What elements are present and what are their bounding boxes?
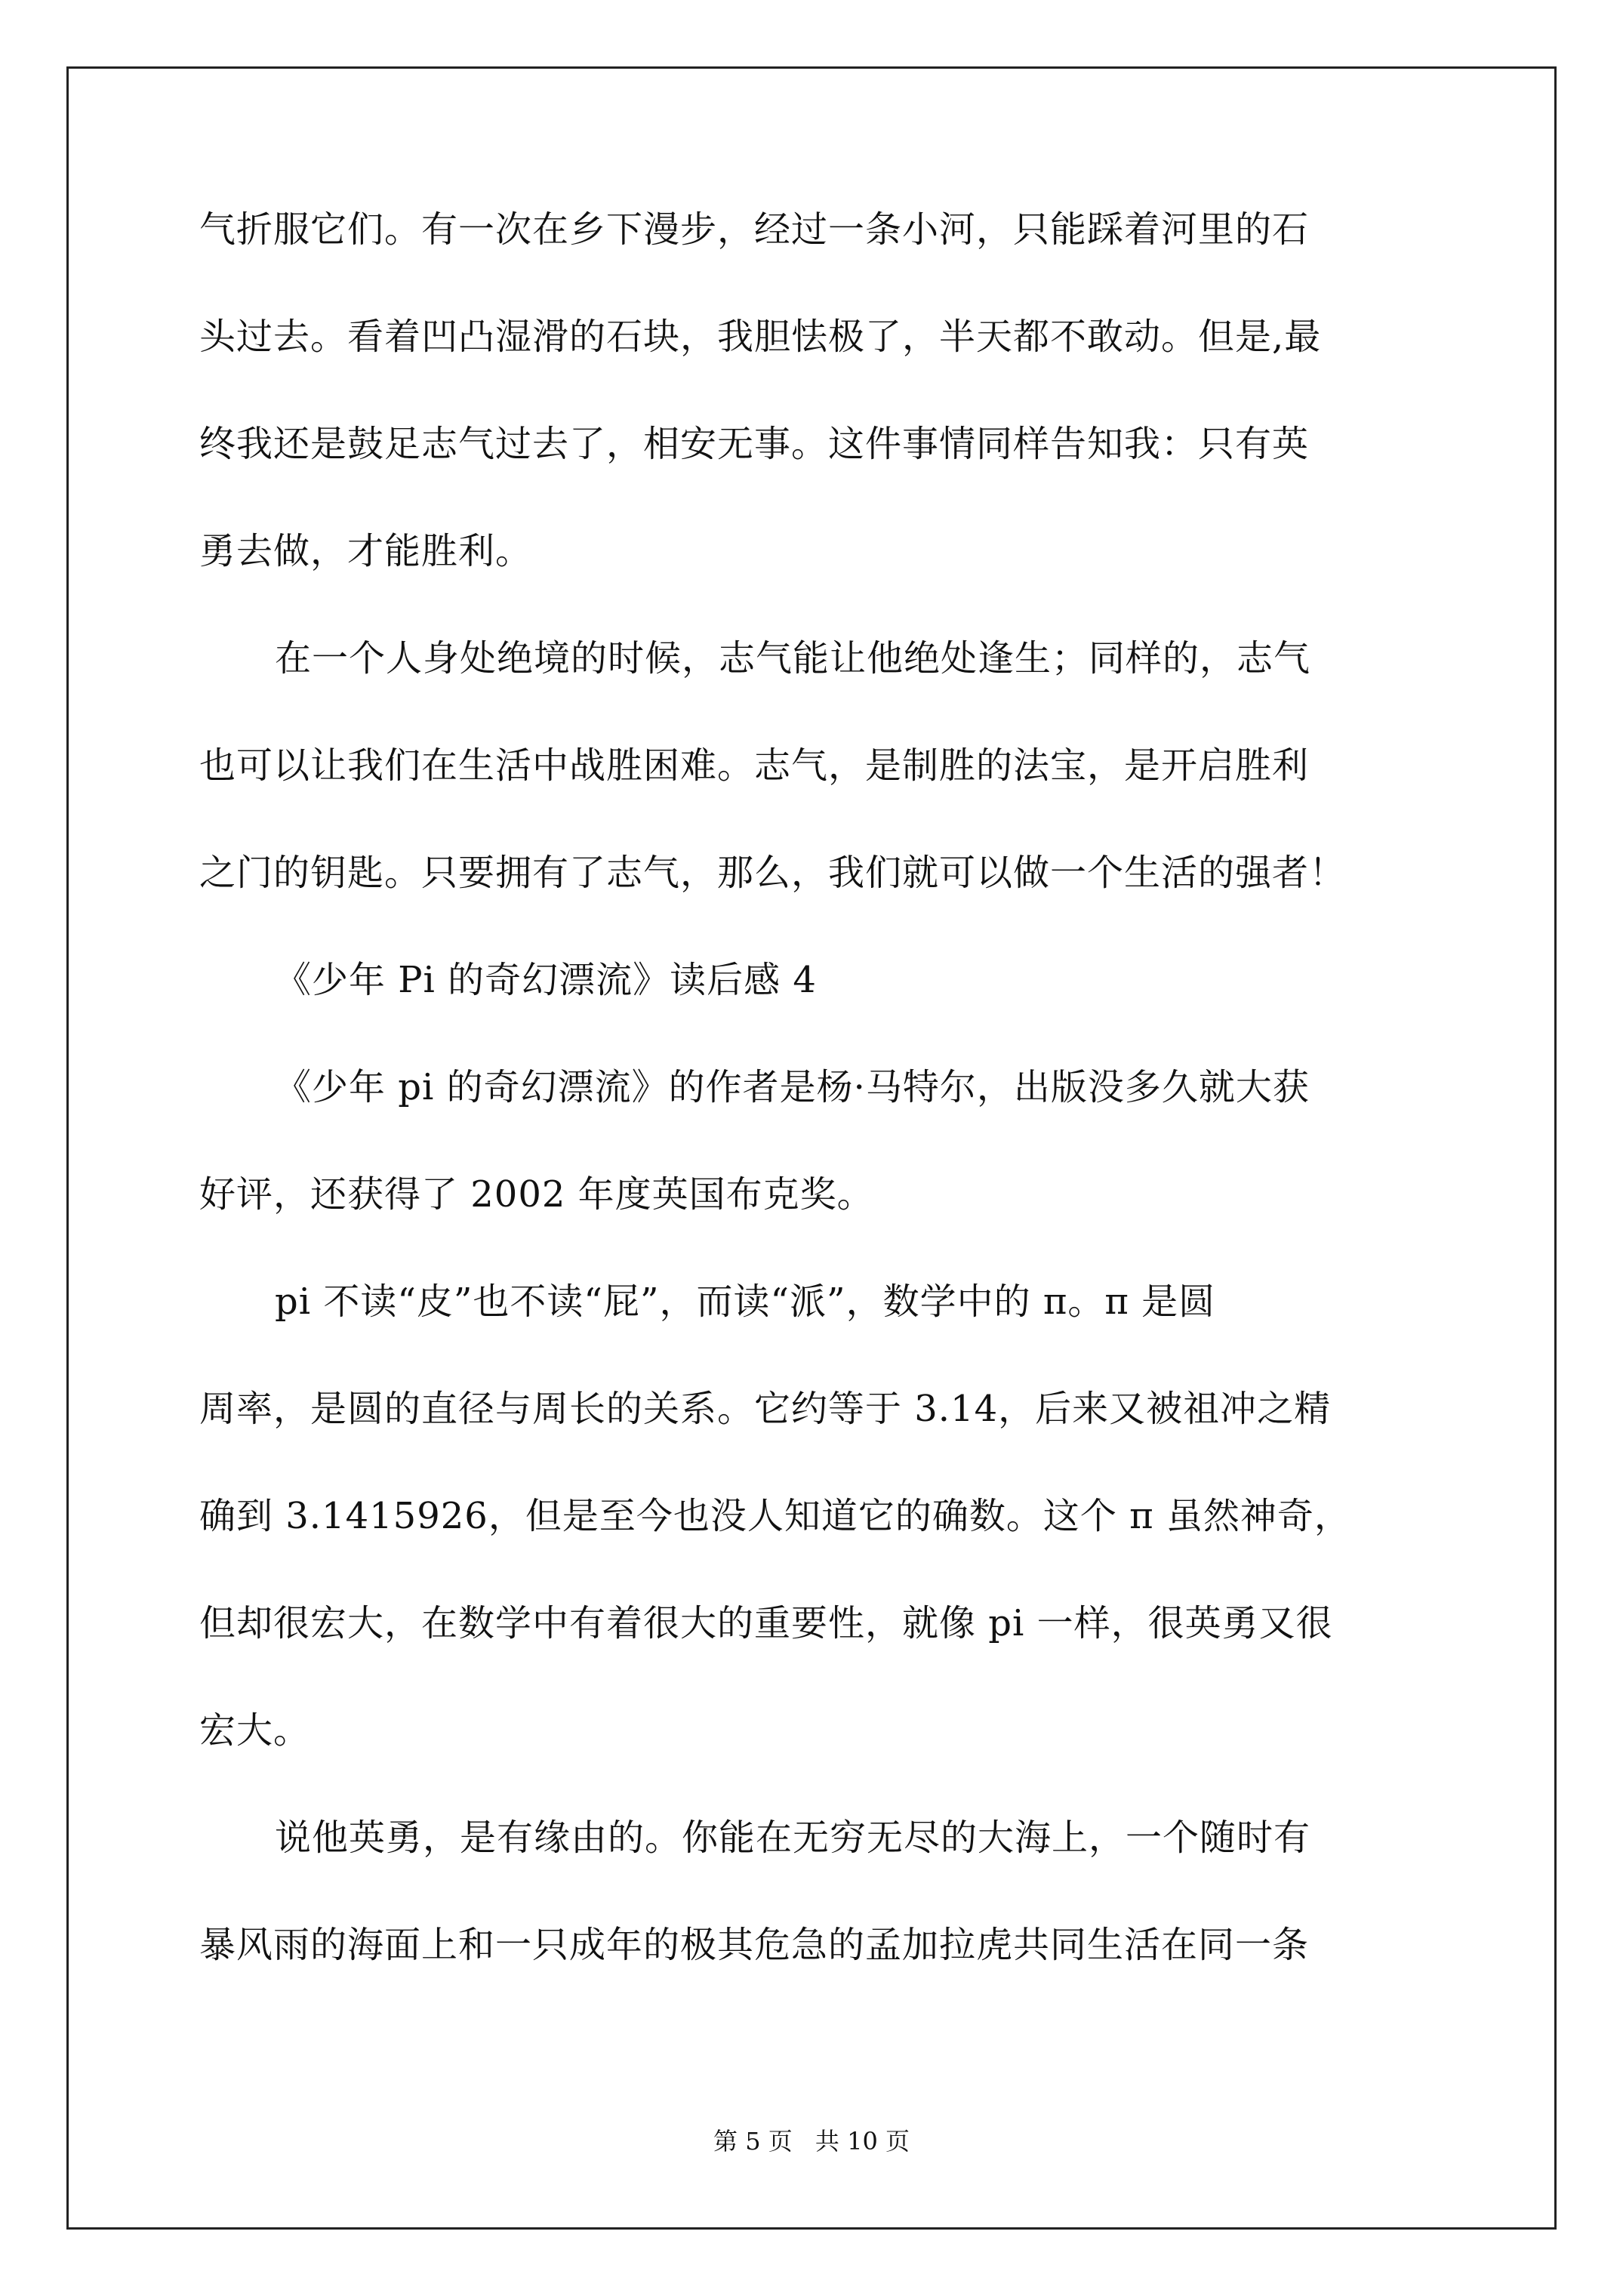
page-number: 第 5 页 — [713, 2127, 793, 2156]
text-line: 宏大。 — [199, 1709, 311, 1752]
text-line: 终我还是鼓足志气过去了，相安无事。这件事情同样告知我：只有英 — [199, 423, 1310, 465]
text-line: 周率，是圆的直径与周长的关系。它约等于 3.14，后来又被祖冲之精 — [199, 1388, 1332, 1430]
text-line: 确到 3.1415926，但是至今也没人知道它的确数。这个 π 虽然神奇， — [199, 1495, 1351, 1537]
text-line: 暴风雨的海面上和一只成年的极其危急的孟加拉虎共同生活在同一条 — [199, 1924, 1310, 1966]
text-line: 勇去做，才能胜利。 — [199, 530, 533, 572]
text-line: 好评，还获得了 2002 年度英国布克奖。 — [199, 1173, 874, 1216]
text-line: 气折服它们。有一次在乡下漫步，经过一条小河，只能踩着河里的石 — [199, 208, 1310, 251]
text-line: 说他英勇，是有缘由的。你能在无穷无尽的大海上，一个随时有 — [275, 1817, 1311, 1859]
text-line: 《少年 pi 的奇幻漂流》的作者是杨·马特尔，出版没多久就大获 — [275, 1066, 1310, 1108]
text-line: pi 不读“皮”也不读“屁”，而读“派”，数学中的 π。π 是圆 — [275, 1281, 1216, 1323]
document-body — [199, 208, 1437, 2034]
section-heading: 《少年 Pi 的奇幻漂流》读后感 4 — [275, 959, 817, 1001]
text-line: 头过去。看着凹凸湿滑的石块，我胆怯极了，半天都不敢动。但是,最 — [199, 316, 1322, 358]
text-line: 在一个人身处绝境的时候，志气能让他绝处逢生；同样的，志气 — [275, 637, 1311, 680]
text-line: 之门的钥匙。只要拥有了志气，那么，我们就可以做一个生活的强者！ — [199, 852, 1347, 894]
page-footer — [0, 2128, 1623, 2155]
text-line: 但却很宏大，在数学中有着很大的重要性，就像 pi 一样，很英勇又很 — [199, 1602, 1333, 1644]
text-line: 也可以让我们在生活中战胜困难。志气，是制胜的法宝，是开启胜利 — [199, 744, 1310, 787]
page-total: 共 10 页 — [815, 2127, 910, 2156]
